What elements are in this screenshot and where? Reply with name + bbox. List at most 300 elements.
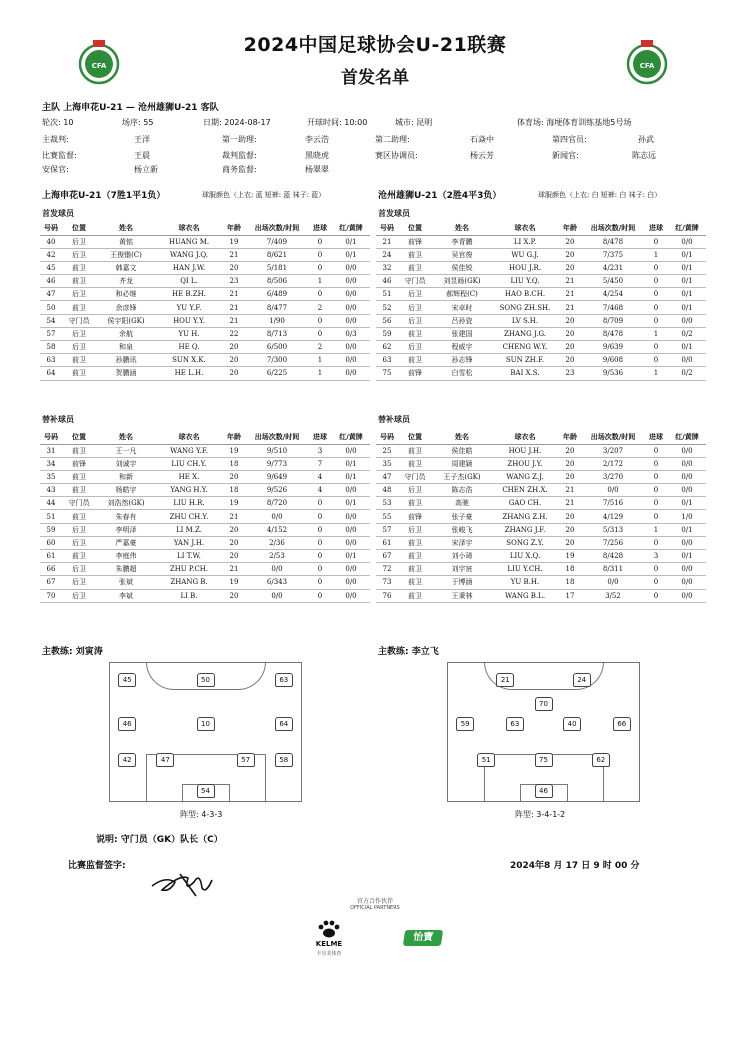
table-cell: 0 — [308, 589, 332, 602]
table-cell: 5/450 — [582, 275, 644, 288]
table-cell: 0/1 — [332, 248, 370, 261]
player-jersey: 24 — [573, 673, 591, 687]
table-cell: 21 — [558, 484, 582, 497]
table-cell: 李明泽 — [96, 523, 156, 536]
cbest-logo: 怡寶 — [403, 930, 443, 946]
home-team-name: 上海申花U-21（7胜1平1负） — [42, 191, 166, 201]
table-cell: 0 — [644, 563, 668, 576]
table-cell: 31 — [40, 444, 62, 457]
table-cell: 19 — [222, 576, 246, 589]
table-cell: 侯佳锐 — [432, 261, 492, 274]
table-cell: 4/231 — [582, 261, 644, 274]
table-cell: 20 — [222, 536, 246, 549]
table-cell: 4/129 — [582, 510, 644, 523]
table-cell: 20 — [558, 235, 582, 248]
table-cell: 18 — [222, 484, 246, 497]
column-header: 进球 — [308, 431, 332, 444]
table-cell: 0/0 — [246, 563, 308, 576]
table-cell: 59 — [376, 327, 398, 340]
column-header: 出场次数/时间 — [246, 431, 308, 444]
table-row — [40, 248, 370, 261]
table-cell: LI B. — [156, 589, 222, 602]
table-row — [40, 288, 370, 301]
table-cell: 前卫 — [62, 261, 96, 274]
legend-note: 说明: 守门员（GK）队长（C） — [96, 835, 223, 845]
table-cell: 朱春有 — [96, 510, 156, 523]
table-cell: 53 — [376, 497, 398, 510]
table-cell: 王秉林 — [432, 589, 492, 602]
table-cell: 2/36 — [246, 536, 308, 549]
match-teams: 主队 上海申花U-21 — 沧州雄狮U-21 客队 — [42, 103, 219, 113]
table-cell: 守门员 — [62, 314, 96, 327]
official-label: 裁判监督: — [222, 151, 257, 160]
away-team-name: 沧州雄狮U-21（2胜4平3负） — [378, 191, 502, 201]
table-row — [376, 536, 706, 549]
official-label: 第四官员: — [552, 135, 587, 144]
table-cell: 70 — [40, 589, 62, 602]
table-cell: 7/256 — [582, 536, 644, 549]
table-cell: HAN J.W. — [156, 261, 222, 274]
table-row — [40, 444, 370, 457]
table-cell: 67 — [376, 550, 398, 563]
table-cell: WANG B.L. — [492, 589, 558, 602]
svg-text:CFA: CFA — [639, 62, 655, 70]
table-cell: 62 — [376, 341, 398, 354]
table-cell: 余航 — [96, 327, 156, 340]
table-cell: 21 — [222, 301, 246, 314]
table-cell: 后卫 — [62, 576, 96, 589]
table-cell: 张斌 — [96, 576, 156, 589]
table-cell: 19 — [222, 497, 246, 510]
table-cell: 0/0 — [668, 354, 706, 367]
table-cell: 21 — [558, 301, 582, 314]
table-cell: 76 — [376, 589, 398, 602]
table-cell: 0/1 — [332, 235, 370, 248]
away-formation-pitch — [447, 662, 640, 802]
table-cell: 前卫 — [398, 261, 432, 274]
table-cell: ZHANG Z.H. — [492, 510, 558, 523]
table-row — [40, 354, 370, 367]
table-row — [376, 444, 706, 457]
table-cell: 21 — [558, 288, 582, 301]
table-cell: 63 — [40, 354, 62, 367]
table-cell: ZHANG J.F. — [492, 523, 558, 536]
table-row — [376, 301, 706, 314]
kelme-logo-text: KELME — [315, 940, 343, 948]
column-header: 姓名 — [96, 431, 156, 444]
table-row — [40, 523, 370, 536]
table-cell: 0 — [644, 354, 668, 367]
table-cell: 58 — [40, 341, 62, 354]
table-cell: HOU Y.Y. — [156, 314, 222, 327]
table-row — [376, 576, 706, 589]
table-cell: 贺鹏涵 — [96, 367, 156, 380]
table-cell: 20 — [558, 444, 582, 457]
table-cell: 0/0 — [582, 576, 644, 589]
table-cell: 前锋 — [398, 235, 432, 248]
official-value: 王洋 — [134, 135, 150, 144]
table-cell: 20 — [558, 248, 582, 261]
table-row — [40, 589, 370, 602]
table-row — [376, 314, 706, 327]
table-cell: ZHANG B. — [156, 576, 222, 589]
column-header: 球衣名 — [156, 431, 222, 444]
table-cell: 0/1 — [668, 261, 706, 274]
table-cell: 前卫 — [62, 354, 96, 367]
table-cell: 后卫 — [62, 235, 96, 248]
table-cell: CHENG W.Y. — [492, 341, 558, 354]
table-cell: 0 — [644, 536, 668, 549]
table-cell: 0/1 — [332, 457, 370, 470]
table-cell: 60 — [40, 536, 62, 549]
table-cell: 0/0 — [332, 261, 370, 274]
table-cell: 后卫 — [398, 341, 432, 354]
table-cell: 9/536 — [582, 367, 644, 380]
table-cell: 61 — [40, 550, 62, 563]
table-cell: 和必继 — [96, 288, 156, 301]
column-header: 球衣名 — [492, 431, 558, 444]
table-cell: 21 — [222, 288, 246, 301]
table-cell: 19 — [222, 235, 246, 248]
table-cell: LIU X.Q. — [492, 550, 558, 563]
player-jersey: 63 — [506, 717, 524, 731]
table-cell: 1 — [308, 354, 332, 367]
table-cell: 前卫 — [398, 536, 432, 549]
table-cell: 61 — [376, 536, 398, 549]
table-cell: 48 — [376, 484, 398, 497]
table-cell: 0 — [308, 563, 332, 576]
table-cell: 3/52 — [582, 589, 644, 602]
table-cell: 高驰 — [432, 497, 492, 510]
table-cell: 24 — [376, 248, 398, 261]
home-subs-table — [40, 431, 370, 603]
table-cell: 7/409 — [246, 235, 308, 248]
table-cell: 0/0 — [668, 536, 706, 549]
table-cell: 9/608 — [582, 354, 644, 367]
away-starters-label: 首发球员 — [378, 209, 410, 218]
table-cell: 25 — [376, 444, 398, 457]
table-row — [40, 563, 370, 576]
official-value: 杨翠翠 — [305, 165, 329, 174]
table-cell: 9/510 — [246, 444, 308, 457]
table-row — [40, 275, 370, 288]
column-header: 年龄 — [558, 431, 582, 444]
table-cell: 0/0 — [668, 444, 706, 457]
round: 轮次: 10 — [42, 118, 74, 127]
home-formation-pitch — [109, 662, 302, 802]
table-cell: 0/0 — [668, 235, 706, 248]
table-cell: 张建国 — [432, 327, 492, 340]
table-row — [376, 261, 706, 274]
table-cell: 严嘉豪 — [96, 536, 156, 549]
game-number: 场序: 55 — [122, 118, 154, 127]
table-cell: 前卫 — [398, 444, 432, 457]
column-header: 年龄 — [222, 222, 246, 235]
table-cell: 李庭伟 — [96, 550, 156, 563]
table-cell: HUANG M. — [156, 235, 222, 248]
home-formation: 阵型: 4-3-3 — [180, 810, 223, 819]
table-cell: 刘诚宇 — [96, 457, 156, 470]
table-cell: 后卫 — [398, 523, 432, 536]
official-value: 杨立新 — [134, 165, 158, 174]
page-title: 2024中国足球协会U-21联赛 — [243, 34, 507, 56]
table-cell: 0/1 — [668, 341, 706, 354]
table-cell: 陈志浩 — [432, 484, 492, 497]
home-starters-table — [40, 222, 370, 381]
table-cell: 46 — [376, 275, 398, 288]
table-cell: 52 — [376, 301, 398, 314]
table-cell: 刘昱旸(GK) — [432, 275, 492, 288]
table-row — [376, 563, 706, 576]
home-starters-label: 首发球员 — [42, 209, 74, 218]
table-cell: 20 — [222, 261, 246, 274]
table-cell: YU H. — [156, 327, 222, 340]
table-cell: 于博涵 — [432, 576, 492, 589]
table-cell: 40 — [40, 235, 62, 248]
table-cell: 后卫 — [62, 523, 96, 536]
table-cell: 前锋 — [398, 367, 432, 380]
table-cell: 20 — [558, 536, 582, 549]
table-cell: 9/773 — [246, 457, 308, 470]
table-cell: 0/0 — [582, 484, 644, 497]
table-cell: 前锋 — [62, 457, 96, 470]
table-cell: 0/1 — [668, 288, 706, 301]
table-cell: 47 — [376, 470, 398, 483]
table-cell: 8/720 — [246, 497, 308, 510]
table-cell: 宋泽宇 — [432, 536, 492, 549]
table-cell: 0 — [644, 341, 668, 354]
venue: 体育场: 海埂体育训练基地5号场 — [517, 118, 632, 127]
table-row — [376, 470, 706, 483]
column-header: 进球 — [308, 222, 332, 235]
table-cell: WU G.J. — [492, 248, 558, 261]
table-cell: 6/343 — [246, 576, 308, 589]
table-cell: LIU Y.CH. — [492, 563, 558, 576]
table-cell: 7/516 — [582, 497, 644, 510]
table-cell: 0 — [308, 248, 332, 261]
table-cell: 李斌 — [96, 589, 156, 602]
table-cell: 0 — [308, 536, 332, 549]
table-cell: WANG J.Q. — [156, 248, 222, 261]
column-header: 姓名 — [432, 431, 492, 444]
table-row — [40, 550, 370, 563]
table-cell: 0 — [308, 288, 332, 301]
table-cell: 0 — [308, 497, 332, 510]
table-cell: 51 — [40, 510, 62, 523]
table-cell: 齐龙 — [96, 275, 156, 288]
table-cell: SUN ZH.F. — [492, 354, 558, 367]
table-cell: 47 — [40, 288, 62, 301]
table-cell: 孙鹏讯 — [96, 354, 156, 367]
table-cell: 0/0 — [668, 484, 706, 497]
table-cell: 6/489 — [246, 288, 308, 301]
table-row — [40, 470, 370, 483]
match-info — [0, 0, 750, 180]
table-cell: 6/225 — [246, 367, 308, 380]
table-cell: 0 — [308, 550, 332, 563]
official-label: 比赛监督: — [42, 151, 77, 160]
table-cell: YANG H.Y. — [156, 484, 222, 497]
player-jersey: 51 — [477, 753, 495, 767]
table-cell: 9/526 — [246, 484, 308, 497]
table-cell: 后卫 — [398, 314, 432, 327]
table-cell: 0 — [308, 523, 332, 536]
table-row — [40, 235, 370, 248]
home-subs-label: 替补球员 — [42, 415, 74, 424]
official-label: 商务监督: — [222, 165, 257, 174]
table-cell: 32 — [376, 261, 398, 274]
table-cell: 0/0 — [332, 354, 370, 367]
table-cell: 18 — [558, 563, 582, 576]
official-label: 赛区协调员: — [375, 151, 418, 160]
table-cell: 35 — [40, 470, 62, 483]
column-header: 红/黄牌 — [332, 431, 370, 444]
table-cell: 2/172 — [582, 457, 644, 470]
table-cell: 0/1 — [668, 497, 706, 510]
column-header: 号码 — [40, 431, 62, 444]
city: 城市: 昆明 — [395, 118, 433, 127]
table-cell: 张峻飞 — [432, 523, 492, 536]
table-cell: 21 — [222, 314, 246, 327]
table-cell: 0 — [308, 327, 332, 340]
column-header: 位置 — [62, 222, 96, 235]
player-jersey: 46 — [118, 717, 136, 731]
table-cell: 1 — [644, 523, 668, 536]
column-header: 红/黄牌 — [668, 431, 706, 444]
column-header: 位置 — [398, 431, 432, 444]
table-cell: 55 — [376, 510, 398, 523]
table-cell: 8/506 — [246, 275, 308, 288]
table-cell: 王一凡 — [96, 444, 156, 457]
table-cell: 程威宇 — [432, 341, 492, 354]
table-cell: 0 — [644, 510, 668, 523]
table-cell: YAN J.H. — [156, 536, 222, 549]
table-row — [40, 327, 370, 340]
table-cell: 20 — [558, 523, 582, 536]
table-cell: 0/2 — [668, 327, 706, 340]
table-cell: 2 — [308, 341, 332, 354]
table-cell: 18 — [558, 576, 582, 589]
table-cell: 0/0 — [668, 470, 706, 483]
column-header: 进球 — [644, 222, 668, 235]
table-cell: 0 — [644, 576, 668, 589]
table-cell: 20 — [558, 341, 582, 354]
away-subs-label: 替补球员 — [378, 415, 410, 424]
table-cell: 0/0 — [246, 510, 308, 523]
table-cell: 韩嘉文 — [96, 261, 156, 274]
table-cell: 0/0 — [332, 301, 370, 314]
table-row — [376, 327, 706, 340]
kelme-paw-icon — [316, 920, 342, 938]
table-cell: 周建颖 — [432, 457, 492, 470]
player-jersey: 57 — [237, 753, 255, 767]
table-cell: 75 — [376, 367, 398, 380]
table-cell: 0 — [644, 275, 668, 288]
kickoff: 开球时间: 10:00 — [307, 118, 368, 127]
table-cell: 1 — [308, 367, 332, 380]
player-jersey: 46 — [535, 784, 553, 798]
table-cell: 3/270 — [582, 470, 644, 483]
table-cell: 前卫 — [398, 576, 432, 589]
table-cell: 侯佳皓 — [432, 444, 492, 457]
table-cell: LIU CH.Y. — [156, 457, 222, 470]
table-cell: 19 — [222, 444, 246, 457]
table-cell: 4 — [308, 470, 332, 483]
player-jersey: 59 — [456, 717, 474, 731]
table-cell: 前卫 — [398, 354, 432, 367]
home-kit: 球服颜色（上衣: 蓝 短裤: 蓝 袜子: 蓝） — [202, 191, 326, 199]
column-header: 球衣名 — [156, 222, 222, 235]
column-header: 号码 — [376, 222, 398, 235]
table-cell: 21 — [558, 497, 582, 510]
table-cell: 20 — [558, 457, 582, 470]
table-cell: 0/0 — [332, 523, 370, 536]
table-cell: 73 — [376, 576, 398, 589]
player-jersey: 54 — [197, 784, 215, 798]
table-cell: 34 — [40, 457, 62, 470]
table-cell: 朱鹏超 — [96, 563, 156, 576]
table-cell: 守门员 — [62, 497, 96, 510]
table-cell: 0/1 — [332, 550, 370, 563]
table-cell: 郝辉程(C) — [432, 288, 492, 301]
table-cell: 前锋 — [398, 510, 432, 523]
table-cell: 0/0 — [332, 367, 370, 380]
table-cell: 7/300 — [246, 354, 308, 367]
table-cell: 0/0 — [332, 563, 370, 576]
table-cell: ZHU CH.Y. — [156, 510, 222, 523]
table-row — [376, 288, 706, 301]
table-row — [376, 523, 706, 536]
table-cell: 0 — [308, 576, 332, 589]
table-cell: 7 — [308, 457, 332, 470]
table-cell: 21 — [222, 510, 246, 523]
table-cell: 孙志锋 — [432, 354, 492, 367]
table-cell: 35 — [376, 457, 398, 470]
table-cell: 21 — [222, 563, 246, 576]
player-jersey: 45 — [118, 673, 136, 687]
table-cell: 0/0 — [332, 341, 370, 354]
table-cell: 0 — [644, 457, 668, 470]
table-cell: 20 — [222, 550, 246, 563]
table-cell: QI L. — [156, 275, 222, 288]
table-cell: 黄铭 — [96, 235, 156, 248]
table-cell: 0 — [308, 510, 332, 523]
table-cell: 0/2 — [668, 367, 706, 380]
table-row — [40, 301, 370, 314]
table-cell: SONG Z.Y. — [492, 536, 558, 549]
table-cell: 0 — [644, 235, 668, 248]
table-cell: CHEN ZH.X. — [492, 484, 558, 497]
table-cell: 宋卓时 — [432, 301, 492, 314]
partners-sublabel: OFFICIAL PARTNERS — [350, 905, 400, 911]
table-row — [40, 510, 370, 523]
table-cell: GAO CH. — [492, 497, 558, 510]
column-header: 姓名 — [432, 222, 492, 235]
away-kit: 球服颜色（上衣: 白 短裤: 白 袜子: 白） — [538, 191, 662, 199]
table-row — [376, 550, 706, 563]
table-cell: 20 — [222, 523, 246, 536]
table-cell: 0 — [308, 235, 332, 248]
table-cell: 20 — [222, 367, 246, 380]
table-cell: 8/713 — [246, 327, 308, 340]
table-cell: 0 — [644, 288, 668, 301]
table-cell: 0 — [644, 314, 668, 327]
table-cell: BAI X.S. — [492, 367, 558, 380]
table-cell: 20 — [558, 510, 582, 523]
table-cell: 前卫 — [62, 367, 96, 380]
table-cell: HOU J.R. — [492, 261, 558, 274]
official-value: 孙武 — [638, 135, 654, 144]
